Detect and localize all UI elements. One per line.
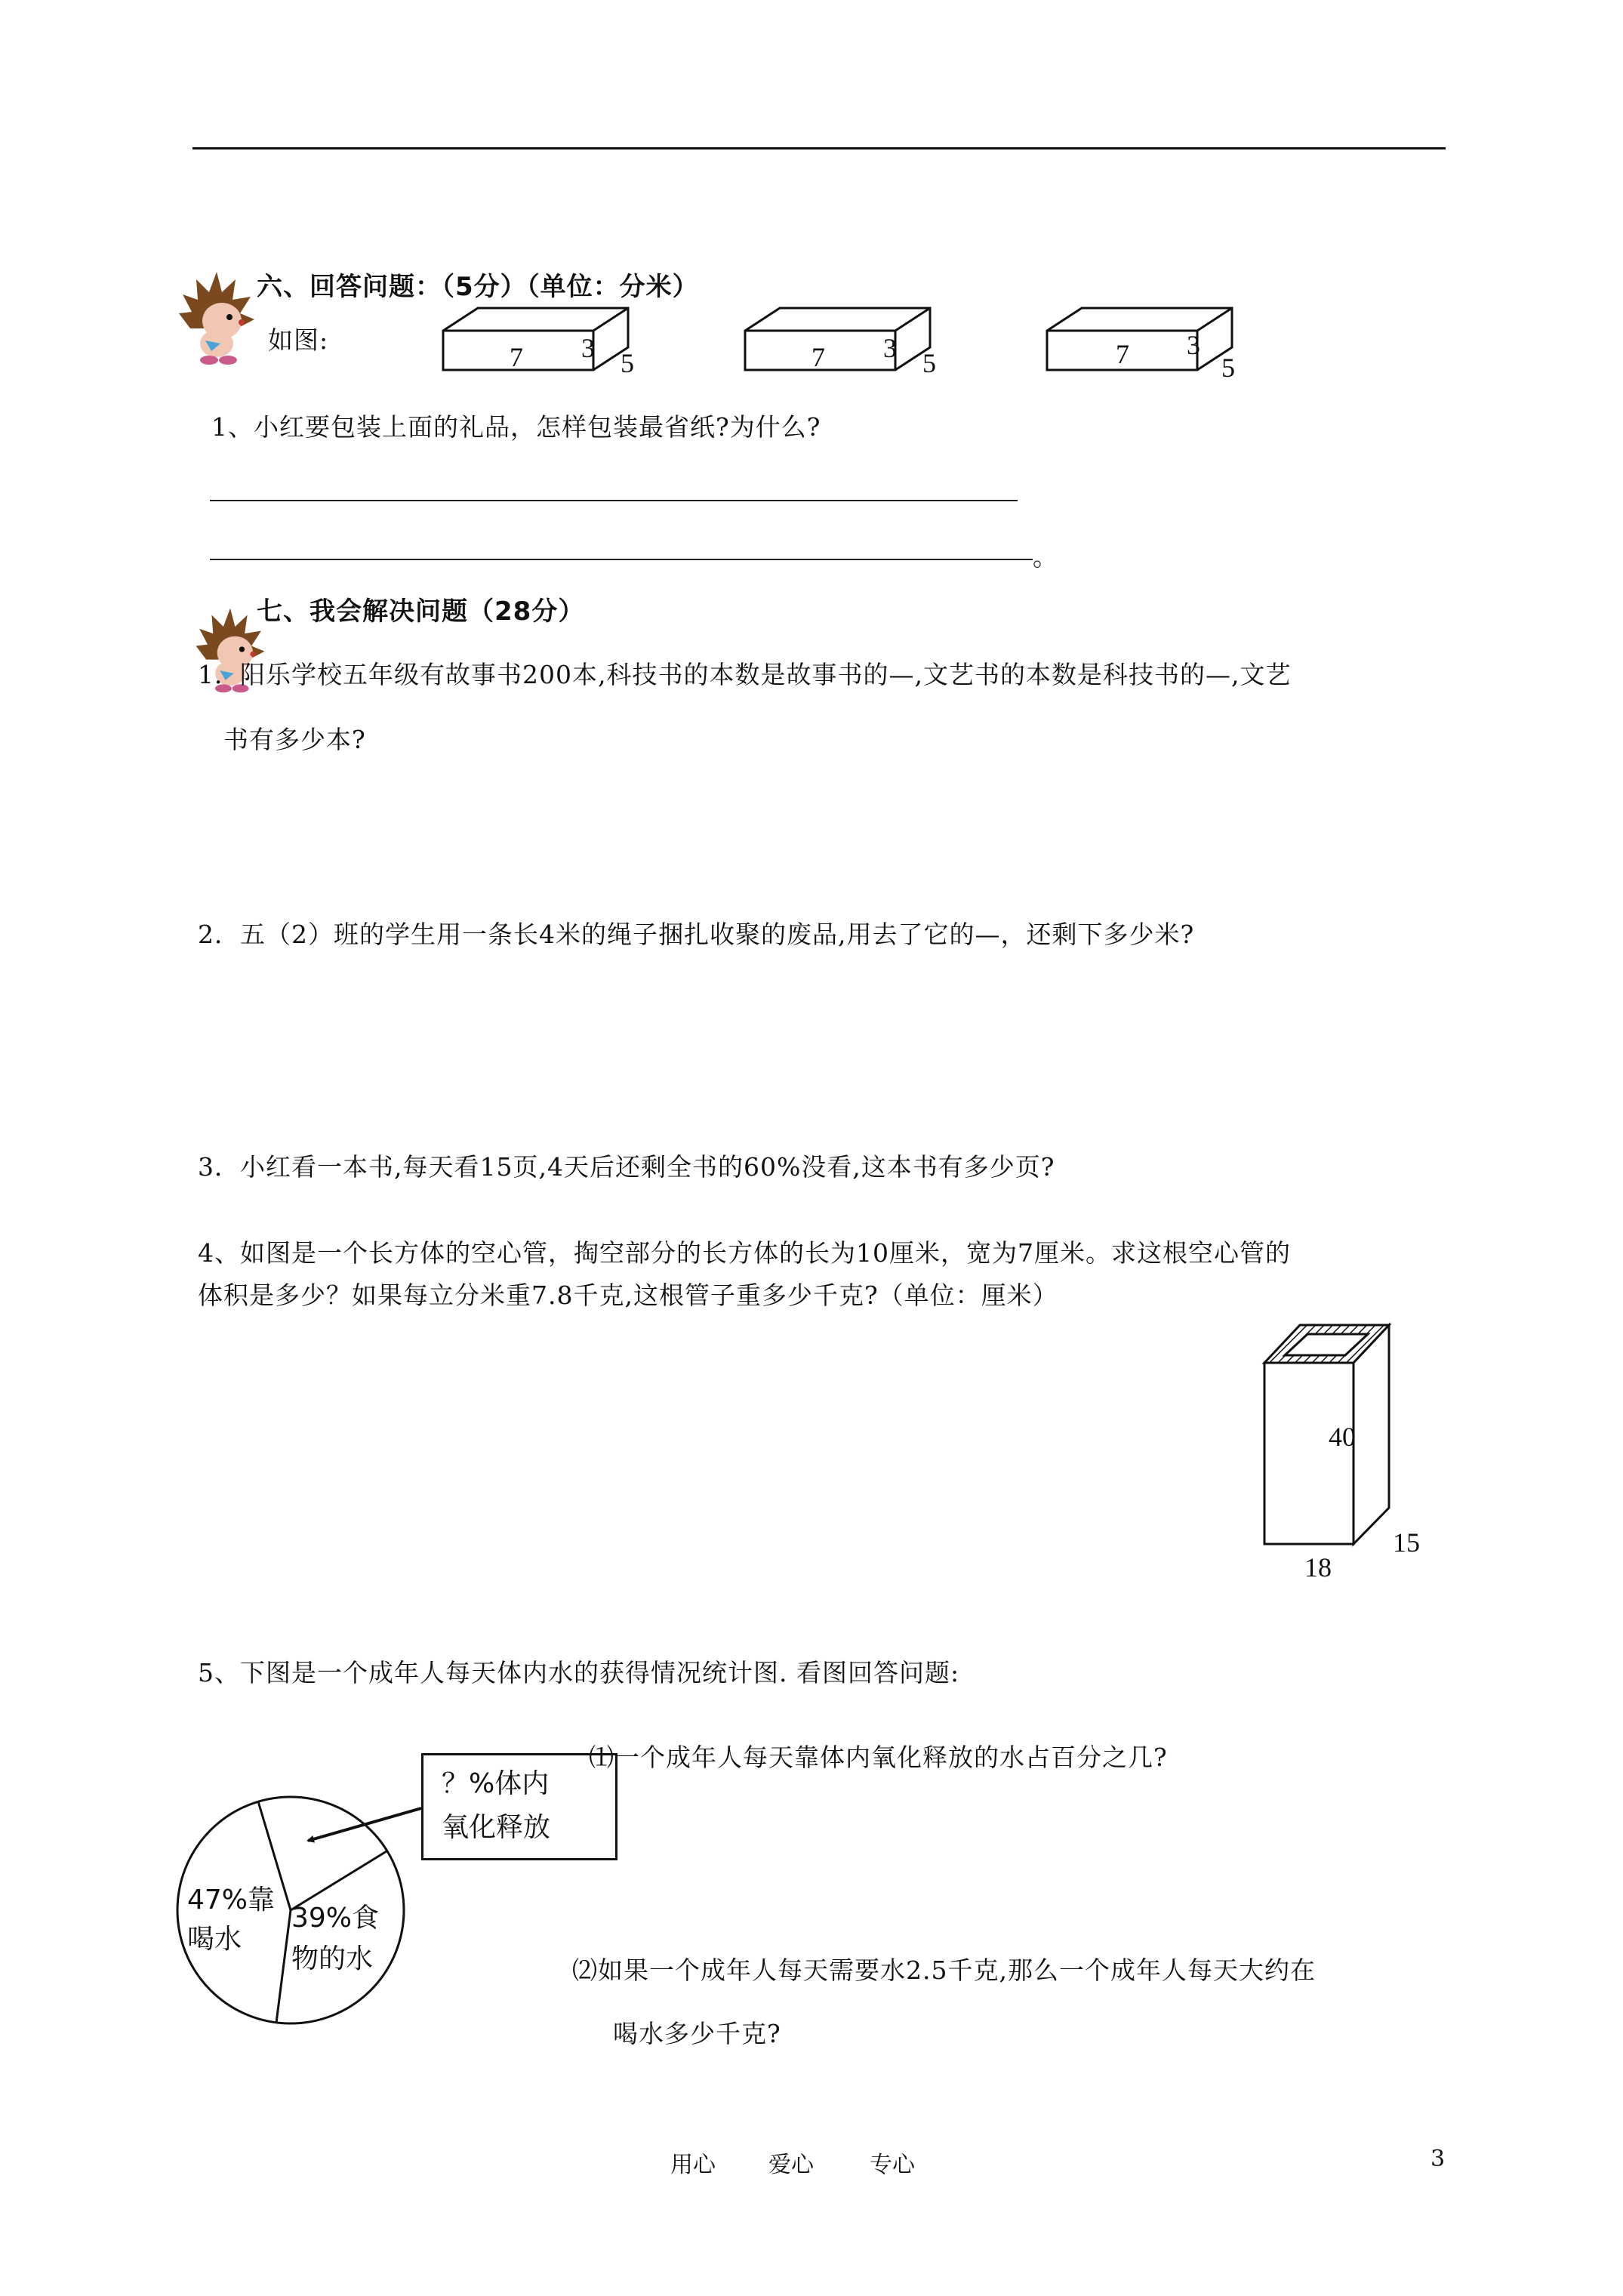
section-7-question-2: 2．五（2）班的学生用一条长4米的绳子捆扎收聚的废品,用去了它的—，还剩下多少米? bbox=[198, 920, 1195, 949]
box-3-width: 3 bbox=[1187, 330, 1200, 360]
box-2-height: 5 bbox=[922, 348, 936, 378]
box-1-height: 5 bbox=[621, 348, 634, 378]
box-3-length: 7 bbox=[1116, 339, 1129, 369]
box-2-width: 3 bbox=[883, 333, 897, 363]
question-5-sub-2-line-1: ⑵如果一个成年人每天需要水2.5千克,那么一个成年人每天大约在 bbox=[572, 1955, 1316, 1985]
pie-drink-label-line-1: 47%靠 bbox=[187, 1885, 276, 1915]
footer-left: 用心 bbox=[670, 2152, 716, 2178]
section-6-heading: 六、回答问题：（5分）（单位：分米） bbox=[257, 272, 699, 302]
pie-divider-bottom bbox=[276, 1910, 291, 2023]
header-rule bbox=[192, 147, 1446, 149]
question-5-sub-2-line-2: 喝水多少千克? bbox=[613, 2019, 781, 2048]
callout-text-line-1: ？%体内 bbox=[442, 1768, 550, 1799]
section-7-question-4-line-1: 4、如图是一个长方体的空心管，掏空部分的长方体的长为10厘米，宽为7厘米。求这根空心管的 bbox=[198, 1238, 1291, 1268]
footer-right: 专心 bbox=[870, 2152, 915, 2178]
tube-length-label: 18 bbox=[1304, 1552, 1332, 1583]
answer-line-1[interactable] bbox=[210, 500, 1018, 501]
callout-text-line-2: 氧化释放 bbox=[442, 1812, 551, 1843]
gift-box-2 bbox=[740, 302, 944, 385]
footer-middle: 爱心 bbox=[768, 2152, 814, 2178]
section-7-question-5: 5、下图是一个成年人每天体内水的获得情况统计图. 看图回答问题: bbox=[198, 1658, 960, 1687]
section-7-question-1-line-1: 1．阳乐学校五年级有故事书200本,科技书的本数是故事书的—,文艺书的本数是科技书的—,文艺 bbox=[198, 660, 1292, 689]
box-1-width: 3 bbox=[581, 333, 595, 363]
section-7-heading: 七、我会解决问题（28分） bbox=[257, 596, 585, 627]
pie-drink-label-line-2: 喝水 bbox=[187, 1924, 242, 1955]
section-6-question-1: 1、小红要包装上面的礼品，怎样包装最省纸?为什么? bbox=[211, 412, 821, 442]
tube-height-label: 40 bbox=[1329, 1422, 1356, 1452]
tube-width-label: 15 bbox=[1393, 1527, 1420, 1558]
pie-food-label-line-2: 物的水 bbox=[291, 1943, 374, 1974]
box-1-length: 7 bbox=[510, 342, 523, 372]
pie-food-label-line-1: 39%食 bbox=[291, 1903, 380, 1934]
gift-box-3 bbox=[1042, 302, 1246, 385]
question-5-sub-1: ⑴一个成年人每天靠体内氧化释放的水占百分之几? bbox=[589, 1743, 1168, 1772]
section-7-question-4-line-2: 体积是多少？如果每立分米重7.8千克,这根管子重多少千克?（单位：厘米） bbox=[198, 1281, 1058, 1310]
answer-line-2[interactable] bbox=[210, 559, 1033, 560]
gift-box-1 bbox=[438, 302, 642, 385]
section-7-question-3: 3．小红看一本书,每天看15页,4天后还剩全书的60%没看,这本书有多少页? bbox=[198, 1152, 1055, 1182]
hedgehog-mascot-icon bbox=[175, 268, 258, 366]
box-3-height: 5 bbox=[1221, 353, 1235, 383]
page-number: 3 bbox=[1431, 2146, 1446, 2172]
answer-end-mark: 。 bbox=[1033, 542, 1058, 572]
box-2-length: 7 bbox=[812, 342, 825, 372]
section-7-question-1-line-2: 书有多少本? bbox=[223, 725, 366, 754]
figure-label: 如图: bbox=[268, 325, 329, 355]
